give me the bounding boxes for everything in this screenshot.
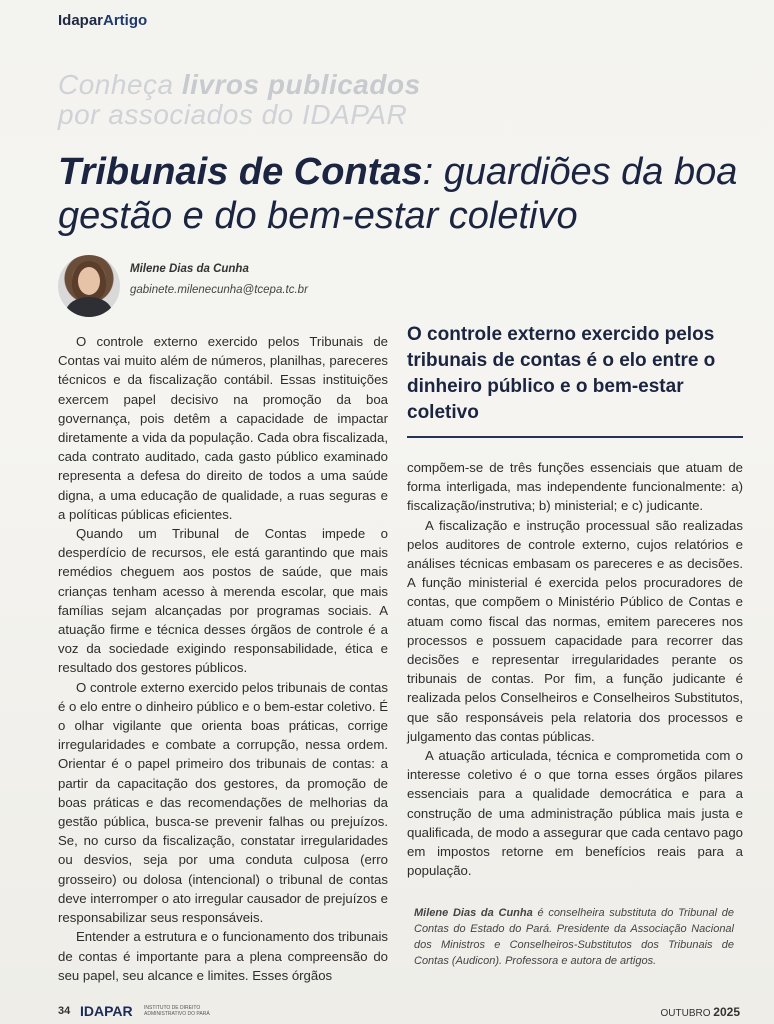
ghost-line2: por associados do IDAPAR [58, 99, 408, 130]
article-column-right [407, 458, 743, 880]
issue-year: 2025 [713, 1005, 740, 1019]
article-headline [58, 150, 738, 238]
headline-strong: Tribunais de Contas [58, 151, 423, 193]
article-column-left [58, 332, 388, 985]
section-prefix: Idapar [58, 12, 104, 29]
author-bio [414, 905, 734, 969]
paragraph: O controle externo exercido pelos tribunais de contas é o elo entre o dinheiro público e o bem-estar coletivo. É o olhar vigilante que orienta boas práticas, corrige irregularidades e combate a corrupção, nessa ordem. Orientar é o papel primeiro dos tribunais de contas: a partir da capacitação dos gestores, da promoção de boas práticas e das recomendações de melhorias da gestão pública, busca-se prevenir falhas ou prejuízos. Se, no curso da fiscalização, constatar irregularidades ou desvios, seja por uma conduta culposa (erro grosseiro) ou dolosa (intencional) o tribunal de contas deve interromper o ato irregular causador de prejuízos e responsabilizar seus responsáveis. [58, 679, 388, 926]
page-footer [40, 1004, 740, 1022]
bio-text: é conselheira substituta do Tribunal de Contas do Estado do Pará. Presidente da Associação Nacional dos Ministros e Conselheiros-Substitutos dos Tribunais de Contas (Audicon). Professora e autora de artigos. [414, 907, 734, 967]
issue-month: OUTUBRO [660, 1008, 711, 1019]
author-email: gabinete.milenecunha@tcepa.tc.br [130, 284, 308, 296]
bio-name: Milene Dias da Cunha [414, 907, 533, 919]
author-name: Milene Dias da Cunha [130, 263, 249, 275]
brand-subtitle: INSTITUTO DE DIREITO ADMINISTRATIVO DO PARÁ [144, 1005, 210, 1017]
section-name: Artigo [103, 12, 148, 29]
paragraph: Entender a estrutura e o funcionamento dos tribunais de contas é importante para a plena compreensão do seu papel, seu alcance e limites. Esses órgãos [58, 929, 388, 983]
author-block [58, 255, 478, 317]
avatar [58, 255, 120, 317]
paragraph: compõem-se de três funções essenciais que atuam de forma interligada, mas independente funcionalmente: a) fiscalização/instrutiva; b) ministerial; e c) judicante. [407, 460, 743, 514]
ghost-bold: livros publicados [181, 69, 421, 100]
headline-rest: : guardiões da boa gestão e do bem-estar coletivo [58, 151, 738, 237]
paragraph: O controle externo exercido pelos Tribunais de Contas vai muito além de números, planilhas, pareceres técnicos e da fiscalização contábil. Essas instituições exercem papel decisivo na promoção da boa governança, pois detêm a capacidade de impactar diretamente a vida da população. Cada obra fiscalizada, cada contrato auditado, cada gasto público examinado representa a defesa do direito de todos a uma saúde digna, a uma educação de qualidade, a ruas seguras e a políticas públicas eficientes. [58, 334, 388, 522]
background-ad-text [58, 70, 478, 130]
brand-logo: IDAPAR [80, 1003, 133, 1019]
page-number: 34 [58, 1005, 71, 1017]
paragraph: A atuação articulada, técnica e comprometida com o interesse coletivo é o que torna esses órgãos pilares essenciais para a qualidade democrática e para a construção de uma administração pública mais justa e qualificada, de modo a assegurar que cada centavo pago em impostos retorne em benefícios reais para a população. [407, 748, 743, 879]
paragraph: Quando um Tribunal de Contas impede o desperdício de recursos, ele está garantindo que mais remédios cheguem aos postos de saúde, que mais crianças tenham acesso à merenda escolar, que mais famílias sejam alcançadas por programas sociais. A atuação firme e técnica desses órgãos de controle é a voz da sociedade exigindo responsabilidade, ética e resultado dos gestores públicos. [58, 526, 388, 676]
section-tag [58, 12, 147, 29]
ghost-light: Conheça [58, 69, 174, 100]
issue-date [661, 1005, 740, 1019]
pull-quote: O controle externo exercido pelos tribunais de contas é o elo entre o dinheiro público e o bem-estar coletivo [407, 322, 743, 438]
paragraph: A fiscalização e instrução processual são realizadas pelos auditores de controle externo, cujos relatórios e análises técnicas embasam os pareceres e as decisões. A função ministerial é exercida pelos procuradores de contas, que compõem o Ministério Público de Contas e atuam como fiscal das normas, emitem pareceres nos processos e possuem capacidade para recorrer das decisões e representar irregularidades perante os tribunais de contas. Por fim, a função judicante é realizada pelos Conselheiros e Conselheiros Substitutos, que são responsáveis pela relatoria dos processos e julgamento das contas públicas. [407, 517, 743, 744]
